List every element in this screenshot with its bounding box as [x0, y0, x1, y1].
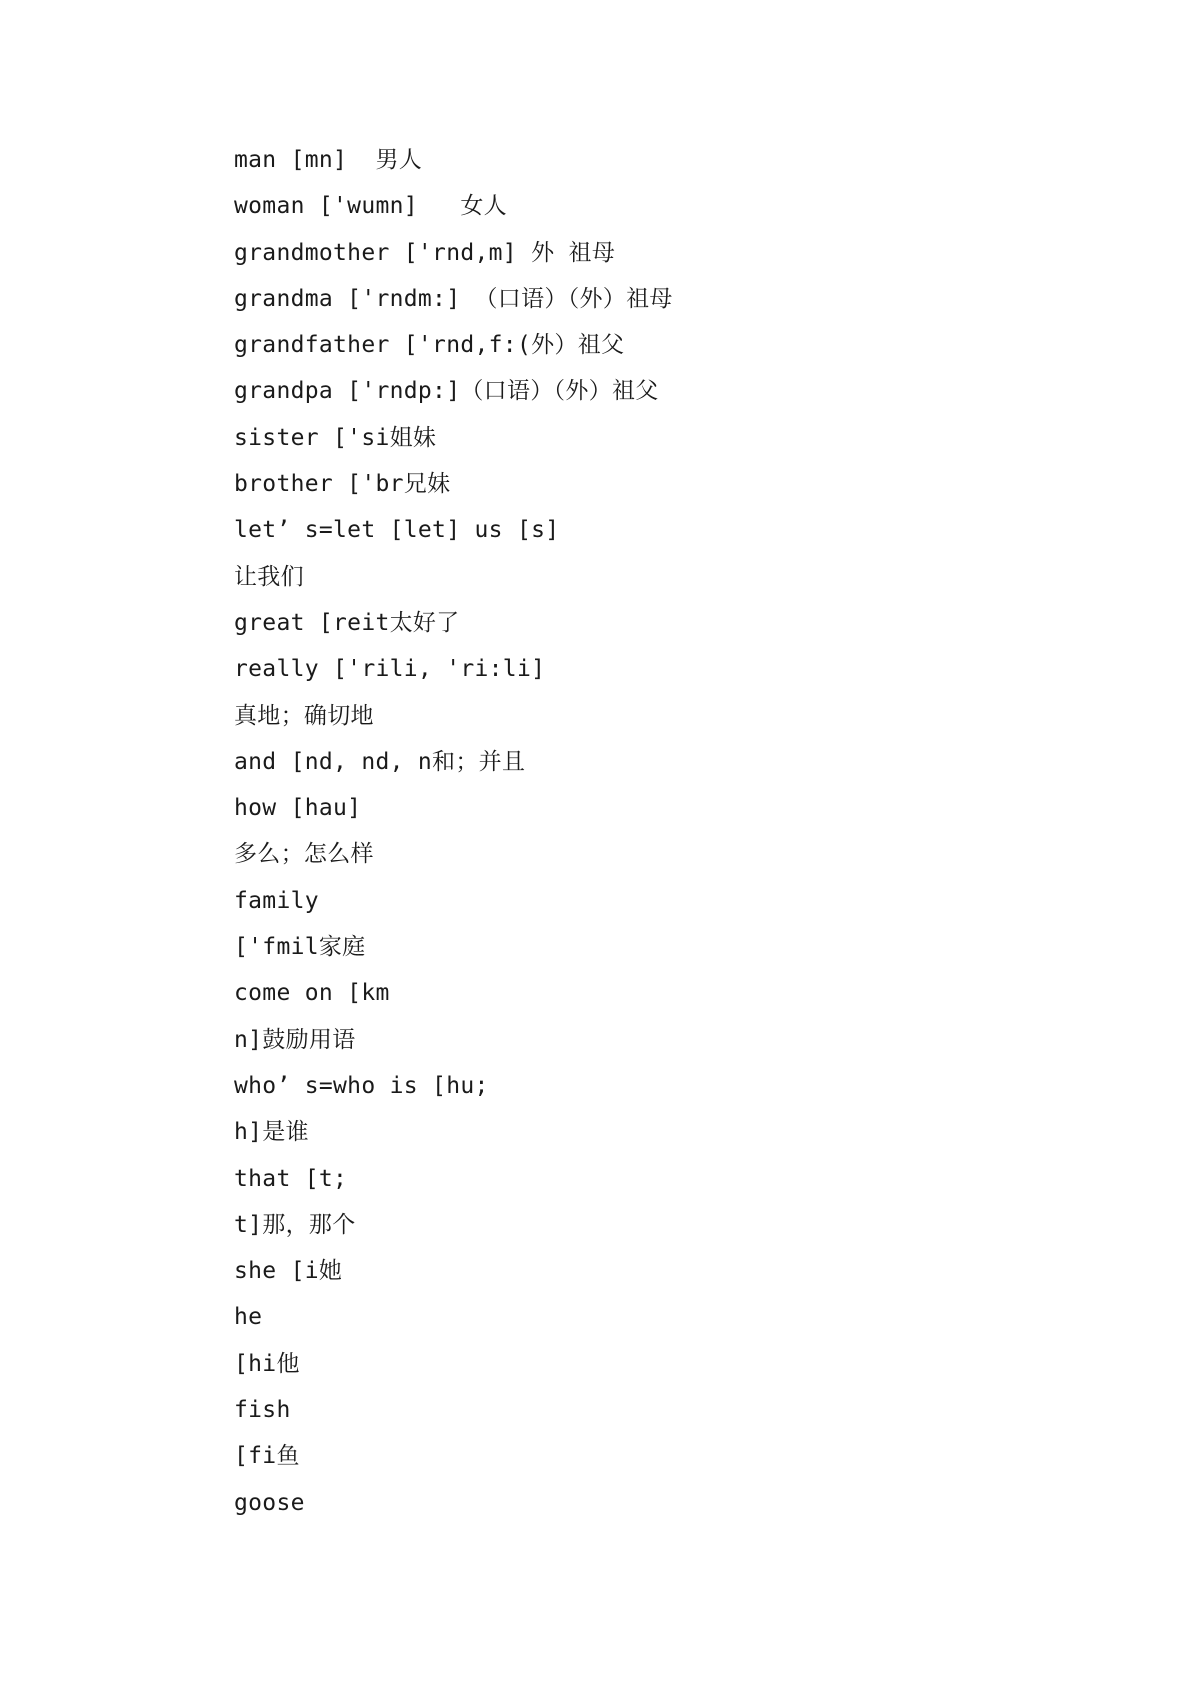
vocab-line: grandma ['rndm:] （口语）（外）祖母 — [234, 285, 673, 312]
vocab-line: how [hau] — [234, 795, 362, 822]
vocab-line: let’ s=let [let] us [s] — [234, 517, 560, 544]
vocab-line: fish — [234, 1397, 291, 1424]
vocab-line: she [i她 — [234, 1258, 343, 1285]
vocab-line: brother ['br兄妹 — [234, 471, 451, 498]
vocab-line: 真地；确切地 — [234, 702, 374, 729]
vocab-line: grandmother ['rnd,m] 外 祖母 — [234, 239, 616, 266]
vocab-line: he — [234, 1304, 263, 1331]
vocab-line: woman ['wumn] 女人 — [234, 193, 507, 220]
vocab-line: that [t; — [234, 1165, 348, 1192]
vocab-line: grandfather ['rnd,f:(外）祖父 — [234, 332, 625, 359]
vocab-line: 让我们 — [234, 563, 304, 590]
vocab-line: and [nd, nd, n和；并且 — [234, 748, 526, 775]
vocab-line: family — [234, 887, 319, 914]
vocab-line: really ['rili, 'ri:li] — [234, 656, 546, 683]
vocab-line: come on [km — [234, 980, 390, 1007]
vocab-line: [fi鱼 — [234, 1443, 300, 1470]
vocab-line: great [reit太好了 — [234, 609, 460, 636]
vocab-line: 多么；怎么样 — [234, 841, 374, 868]
vocab-line: goose — [234, 1489, 305, 1516]
vocab-line: n]鼓励用语 — [234, 1026, 356, 1053]
vocab-line: t]那，那个 — [234, 1211, 356, 1238]
vocab-line: ['fmil家庭 — [234, 934, 366, 961]
vocab-line: grandpa ['rndp:]（口语）（外）祖父 — [234, 378, 659, 405]
vocab-line: who’ s=who is [hu; — [234, 1072, 489, 1099]
vocabulary-list — [234, 137, 673, 1526]
vocab-line: h]是谁 — [234, 1119, 309, 1146]
vocab-line: sister ['si姐妹 — [234, 424, 437, 451]
vocab-line: [hi他 — [234, 1350, 300, 1377]
vocab-line: man [mn] 男人 — [234, 147, 423, 173]
